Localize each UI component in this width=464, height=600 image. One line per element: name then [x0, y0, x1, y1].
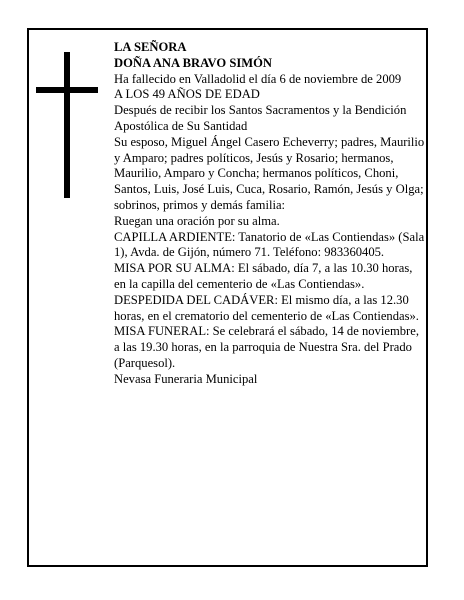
death-statement: Ha fallecido en Valladolid el día 6 de noviembre de 2009: [114, 71, 402, 86]
obituary-text-block: [114, 40, 426, 388]
family-list: Su esposo, Miguel Ángel Casero Echeverry; padres, Maurilio y Amparo; padres políticos, Jesús y Rosario; hermanos, Maurilio, Amparo y Concha; hermanos políticos, Choni, Santos, Luis, José Luis, Cuca, Rosario, Ramón, Jesús y Olga; sobrinos, primos y demás familia:: [114, 134, 425, 212]
farewell-info: DESPEDIDA DEL CADÁVER: El mismo día, a las 12.30 horas, en el crematorio del cementerio de «Las Contiendas».: [114, 292, 419, 323]
cross-vertical-bar: [64, 52, 70, 198]
age-line: A LOS 49 AÑOS DE EDAD: [114, 87, 260, 102]
notice-title: LA SEÑORA: [114, 40, 187, 54]
deceased-name: DOÑA ANA BRAVO SIMÓN: [114, 55, 273, 70]
latin-cross-icon: [36, 52, 98, 198]
cross-horizontal-bar: [36, 87, 98, 93]
sacraments-line: Después de recibir los Santos Sacramentos y la Bendición Apostólica de Su Santidad: [114, 103, 407, 133]
funeral-mass-info: MISA FUNERAL: Se celebrará el sábado, 14 de noviembre, a las 19.30 horas, en la parroquia de Nuestra Sra. del Prado (Parquesol).: [114, 324, 419, 370]
prayer-request: Ruegan una oración por su alma.: [114, 213, 280, 228]
funeral-home: Nevasa Funeraria Municipal: [114, 371, 258, 386]
chapel-info: CAPILLA ARDIENTE: Tanatorio de «Las Contiendas» (Sala 1), Avda. de Gijón, número 71. Teléfono: 983360405.: [114, 229, 425, 260]
mass-for-soul-info: MISA POR SU ALMA: El sábado, día 7, a las 10.30 horas, en la capilla del cementerio de «Las Contiendas».: [114, 261, 413, 291]
